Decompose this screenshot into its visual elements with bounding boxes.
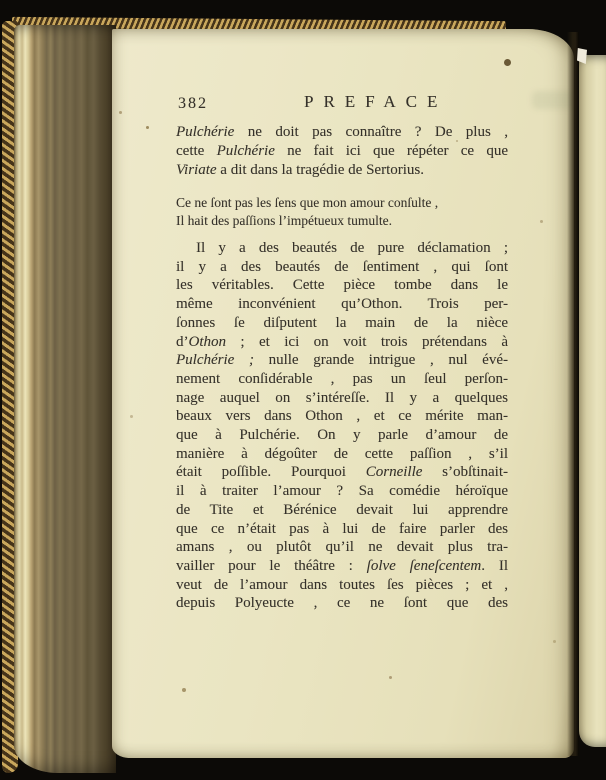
page-header — [176, 91, 508, 117]
text-line: Il y a des beautés de pure déclamation ; — [196, 240, 508, 256]
verse-quote — [176, 194, 508, 230]
text-line: que à Pulchérie. On y parle d’amour de — [176, 427, 508, 444]
text-line: beaux vers dans Othon , et ce mérite man- — [176, 408, 508, 425]
text-line: vailler pour le théâtre : ſolve ſeneſcentem. Il — [176, 557, 508, 574]
text-line: depuis Polyeucte , ce ne ſont que des — [176, 595, 508, 612]
gutter-shadow — [567, 32, 579, 756]
foxing-spot — [146, 126, 149, 129]
book-page — [112, 29, 574, 758]
foxing-spot — [389, 676, 392, 679]
foxing-spot — [130, 415, 133, 418]
text-line: Pulchérie ; nulle grande intrigue , nul évé- — [176, 352, 508, 369]
text-line: cette Pulchérie ne fait ici que répéter ce que — [176, 143, 508, 159]
text-line: veut de l’amour dans toutes ſes pièces ; et , — [176, 576, 508, 593]
page-number: 382 — [178, 95, 208, 112]
foxing-spot — [504, 59, 511, 66]
text-line: manière à dégoûter de cette paſſion , s’il — [176, 445, 508, 462]
page-fore-edges — [14, 25, 116, 773]
text-line: Viriate a dit dans la tragédie de Sertorius. — [176, 162, 424, 178]
page-title: PREFACE — [304, 92, 448, 111]
foxing-spot — [456, 140, 458, 142]
text-line: les véritables. Cette pièce tombe dans le — [176, 277, 508, 294]
foxing-spot — [540, 220, 543, 223]
text-line: était poſſible. Pourquoi Corneille s’obſtinait- — [176, 464, 509, 481]
text-line: il à traiter l’amour ? Sa comédie héroïque — [176, 483, 508, 500]
paragraph-opening — [176, 123, 508, 180]
foxing-spot — [119, 111, 122, 114]
text-line: amans , ou plutôt qu’il ne devait plus tra- — [176, 539, 508, 556]
text-line: nage auquel on s’intéreſſe. Il y a quelques — [176, 389, 508, 406]
foxing-spot — [553, 640, 556, 643]
text-line: ſonnes ſe diſputent la main de la nièce — [176, 314, 508, 331]
text-line: Ce ne ſont pas les ſens que mon amour conſulte , — [176, 195, 439, 210]
text-line: Pulchérie ne doit pas connaître ? De plus , — [176, 124, 508, 140]
paragraph-main — [176, 239, 508, 613]
text-line: de Tite et Bérénice devait lui apprendre — [176, 501, 508, 518]
text-line: Il hait des paſſions l’impétueux tumulte. — [176, 213, 392, 228]
text-line: que ce n’était pas à lui de faire parler des — [176, 520, 508, 537]
text-line: il y a des beautés de ſentiment , qui ſont — [176, 258, 508, 275]
text-line: d’Othon ; et ici on voit trois prétendans à — [176, 333, 508, 350]
foxing-spot — [182, 688, 186, 692]
adjacent-page-edge — [579, 55, 606, 747]
text-line: nement conſidérable , pas un ſeul perſon- — [176, 370, 508, 387]
text-line: même inconvénient qu’Othon. Trois per- — [176, 296, 508, 313]
text-column — [176, 91, 508, 613]
